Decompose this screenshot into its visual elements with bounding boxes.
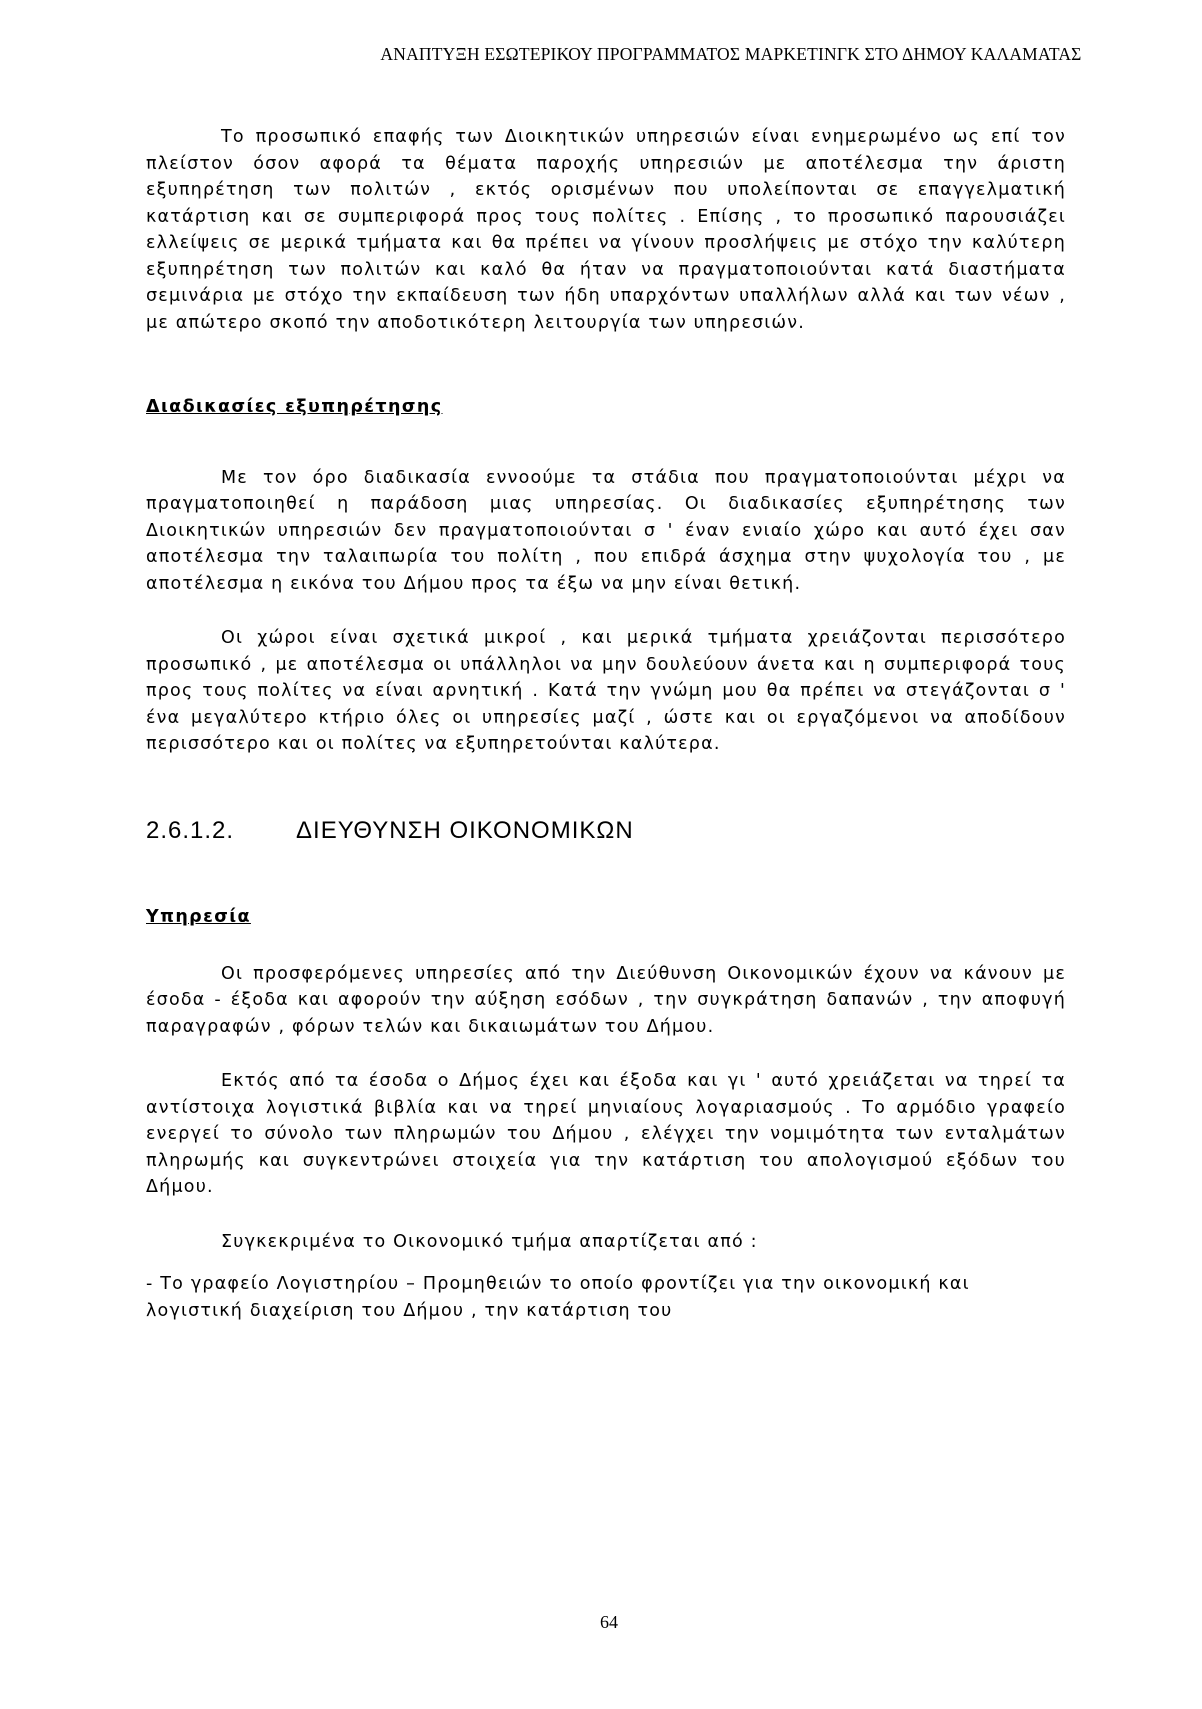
page-content <box>146 124 1066 1324</box>
running-header: ΑΝΑΠΤΥΞΗ ΕΣΩΤΕΡΙΚΟΥ ΠΡΟΓΡΑΜΜΑΤΟΣ ΜΑΡΚΕΤΙΝΓΚ ΣΤΟ ΔΗΜΟΥ ΚΑΛΑΜΑΤΑΣ <box>380 44 1082 64</box>
section-title: ΔΙΕΥΘΥΝΣΗ ΟΙΚΟΝΟΜΙΚΩΝ <box>296 816 634 844</box>
page-number: 64 <box>600 1612 618 1632</box>
section-heading <box>146 818 1066 845</box>
service-procedures-heading: Διαδικασίες εξυπηρέτησης <box>146 397 443 417</box>
service-procedures-paragraph-2: Οι χώροι είναι σχετικά μικροί , και μερικά τμήματα χρειάζονται περισσότερο προσωπικό , με αποτέλεσμα οι υπάλληλοι να μην δουλεύουν άνετα και η συμπεριφορά τους προς τους πολίτες να είναι αρνητική . Κατά την γνώμη μου θα πρέπει να στεγάζονται σ ' ένα μεγαλύτερο κτήριο όλες οι υπηρεσίες μαζί , ώστε και οι εργαζόμενοι να αποδίδουν περισσότερο και οι πολίτες να εξυπηρετούνται καλύτερα. <box>146 628 1066 754</box>
service-paragraph-3: Συγκεκριμένα το Οικονομικό τμήμα απαρτίζεται από : <box>221 1231 758 1252</box>
list-item: - Το γραφείο Λογιστηρίου – Προμηθειών το οποίο φροντίζει για την οικονομική και λογιστική διαχείριση του Δήμου , την κατάρτιση του <box>146 1274 970 1321</box>
section-number: 2.6.1.2. <box>146 816 235 844</box>
service-paragraph-1: Οι προσφερόμενες υπηρεσίες από την Διεύθυνση Οικονομικών έχουν να κάνουν με έσοδα - έξοδα και αφορούν την αύξηση εσόδων , την συγκράτηση δαπανών , την αποφυγή παραγραφών , φόρων τελών και δικαιωμάτων του Δήμου. <box>146 963 1066 1037</box>
service-heading: Υπηρεσία <box>146 907 251 927</box>
service-paragraph-2: Εκτός από τα έσοδα ο Δήμος έχει και έξοδα και γι ' αυτό χρειάζεται να τηρεί τα αντίστοιχα λογιστικά βιβλία και να τηρεί μηνιαίους λογαριασμούς . Το αρμόδιο γραφείο ενεργεί το σύνολο των πληρωμών του Δήμου , ελέγχει την νομιμότητα των ενταλμάτων πληρωμής και συγκεντρώνει στοιχεία για την κατάρτιση του απολογισμού εξόδων του Δήμου. <box>146 1071 1066 1197</box>
service-procedures-paragraph-1: Με τον όρο διαδικασία εννοούμε τα στάδια που πραγματοποιούνται μέχρι να πραγματοποιηθεί η παράδοση μιας υπηρεσίας. Οι διαδικασίες εξυπηρέτησης των Διοικητικών υπηρεσιών δεν πραγματοποιούνται σ ' έναν ενιαίο χώρο και αυτό έχει σαν αποτέλεσμα την ταλαιπωρία του πολίτη , που επιδρά άσχημα στην ψυχολογία του , με αποτέλεσμα η εικόνα του Δήμου προς τα έξω να μην είναι θετική. <box>146 467 1066 594</box>
intro-paragraph: Το προσωπικό επαφής των Διοικητικών υπηρεσιών είναι ενημερωμένο ως επί τον πλείστον όσον αφορά τα θέματα παροχής υπηρεσιών με αποτέλεσμα την άριστη εξυπηρέτηση των πολιτών , εκτός ορισμένων που υπολείπονται σε επαγγελματική κατάρτιση και σε συμπεριφορά προς τους πολίτες . Επίσης , το προσωπικό παρουσιάζει ελλείψεις σε μερικά τμήματα και θα πρέπει να γίνουν προσλήψεις με στόχο την καλύτερη εξυπηρέτηση των πολιτών και καλό θα ήταν να πραγματοποιούνται κατά διαστήματα σεμινάρια με στόχο την εκπαίδευση των ήδη υπαρχόντων υπαλλήλων αλλά και των νέων , με απώτερο σκοπό την αποδοτικότερη λειτουργία των υπηρεσιών. <box>146 127 1066 333</box>
